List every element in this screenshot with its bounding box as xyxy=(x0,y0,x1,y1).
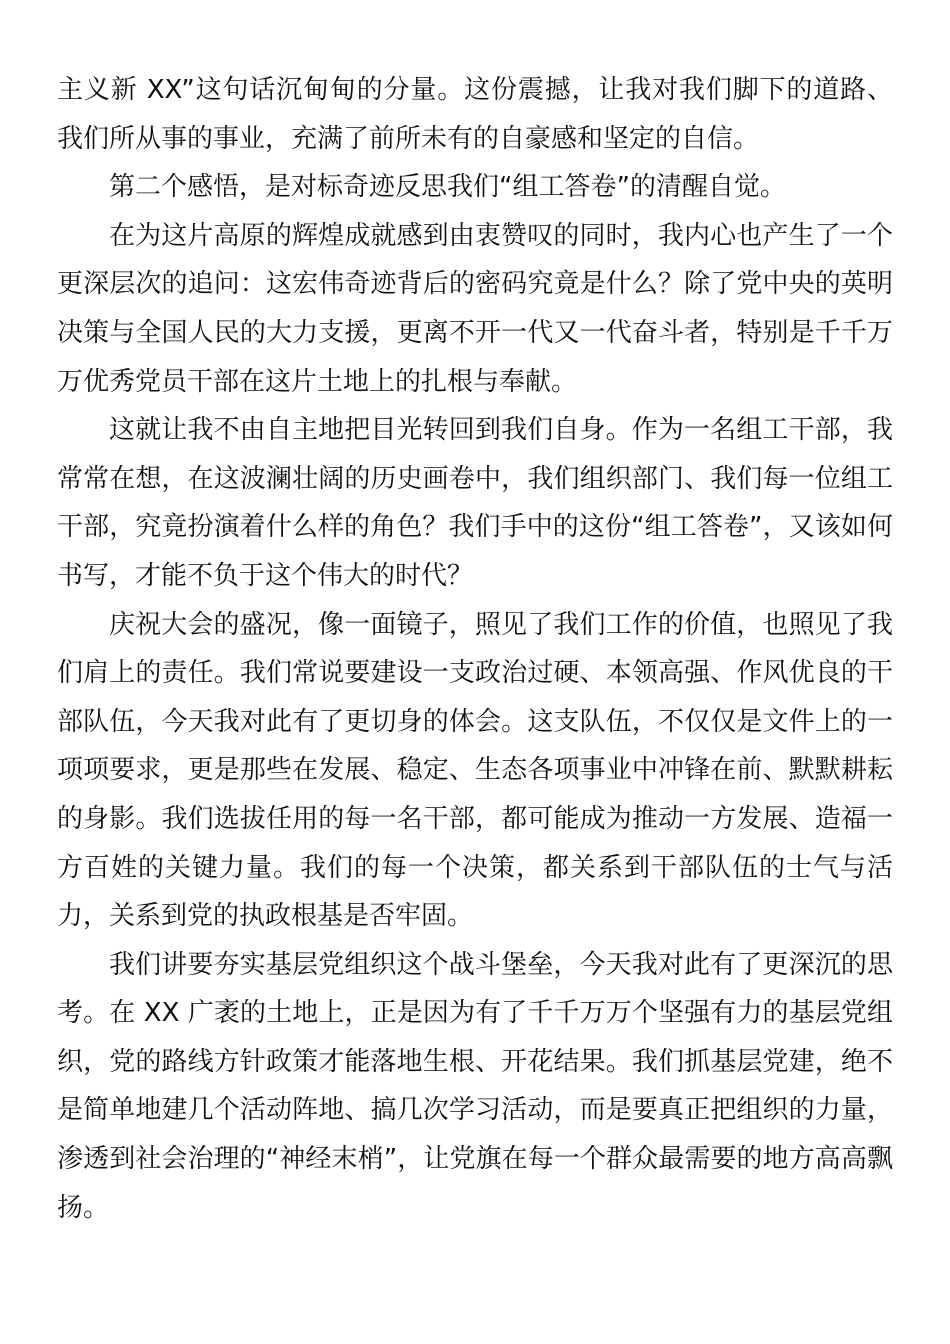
paragraph-continued: 主义新 XX”这句话沉甸甸的分量。这份震撼，让我对我们脚下的道路、我们所从事的事业，充满了前所未有的自豪感和坚定的自信。 xyxy=(57,75,893,154)
paragraph-cadre-team: 庆祝大会的盛况，像一面镜子，照见了我们工作的价值，也照见了我们肩上的责任。我们常说要建设一支政治过硬、本领高强、作风优良的干部队伍，今天我对此有了更切身的体会。这支队伍，不仅仅是文件上的一项项要求，更是那些在发展、稳定、生态各项事业中冲锋在前、默默耕耘的身影。我们选拔任用的每一名干部，都可能成为推动一方发展、造福一方百姓的关键力量。我们的每一个决策，都关系到干部队伍的士气与活力，关系到党的执政根基是否牢固。 xyxy=(57,609,893,932)
paragraph-self-reflection: 这就让我不由自主地把目光转回到我们自身。作为一名组工干部，我常常在想，在这波澜壮阔的历史画卷中，我们组织部门、我们每一位组工干部，究竟扮演着什么样的角色？我们手中的这份“组工答卷”，又该如何书写，才能不负于这个伟大的时代？ xyxy=(57,415,893,591)
document-body xyxy=(57,66,893,1232)
paragraph-grassroots-party: 我们讲要夯实基层党组织这个战斗堡垒，今天我对此有了更深沉的思考。在 XX 广袤的土地上，正是因为有了千千万万个坚强有力的基层党组织，党的路线方针政策才能落地生根、开花结果。我们抓基层党建，绝不是简单地建几个活动阵地、搞几次学习活动，而是要真正把组织的力量，渗透到社会治理的“神经末梢”，让党旗在每一个群众最需要的地方高高飘扬。 xyxy=(57,949,893,1223)
paragraph-deeper-question: 在为这片高原的辉煌成就感到由衷赞叹的同时，我内心也产生了一个更深层次的追问：这宏伟奇迹背后的密码究竟是什么？除了党中央的英明决策与全国人民的大力支援，更离不开一代又一代奋斗者，特别是千千万万优秀党员干部在这片土地上的扎根与奉献。 xyxy=(57,220,893,397)
paragraph-second-insight-heading: 第二个感悟，是对标奇迹反思我们“组工答卷”的清醒自觉。 xyxy=(109,172,786,203)
